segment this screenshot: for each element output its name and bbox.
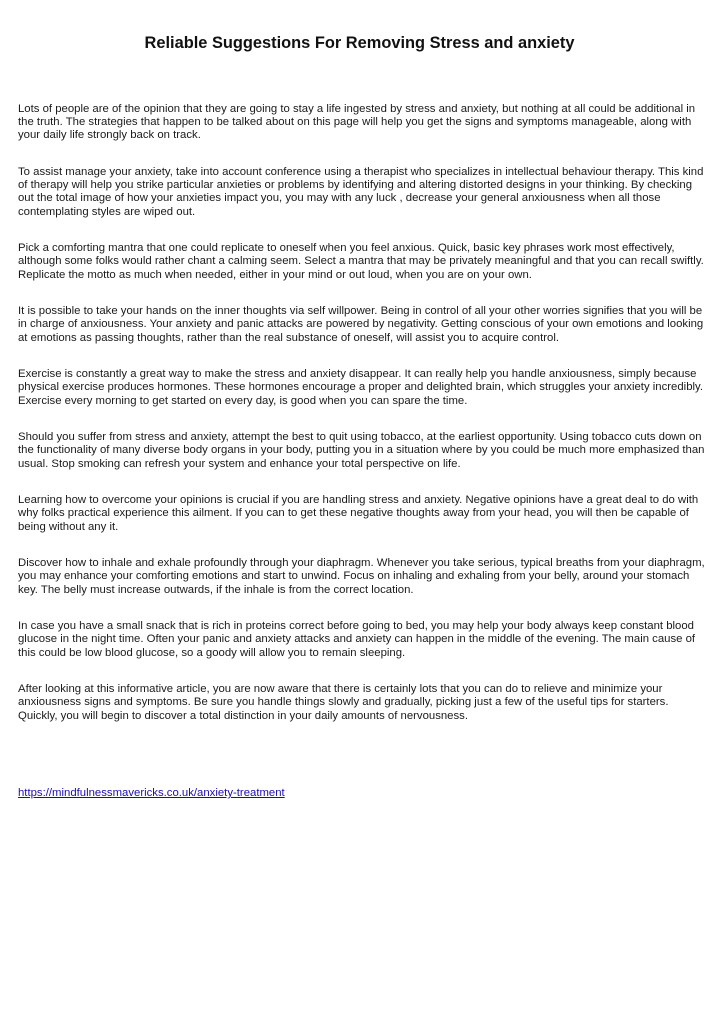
paragraph-10: After looking at this informative article, you are now aware that there is certainly lots that you can do to relieve and minimize your anxiousness signs and symptoms. Be sure you handle things slowly and gradually, picking just a few of the useful tips for starters. Quickly, you will begin to discover a total distinction in your daily amounts of nervousness. [18,683,669,722]
paragraph-5: Exercise is constantly a great way to make the stress and anxiety disappear. It can really help you handle anxiousness, simply because physical exercise produces hormones. These hormones encourage a proper and delighted brain, which struggles your anxiety incredibly. Exercise every morning to get started on every day, is good when you can spare the time. [18,368,704,407]
paragraph-1: Lots of people are of the opinion that they are going to stay a life ingested by stress and anxiety, but nothing at all could be additional in the truth. The strategies that happen to be talked about on this page will help you get the signs and symptoms manageable, along with your daily life strongly back on track. [18,103,696,142]
paragraph-3: Pick a comforting mantra that one could replicate to oneself when you feel anxious. Quick, basic key phrases work most effectively, although some folks would rather chant a calming seem. Select a mantra that may be privately meaningful and that you can recall swiftly. Replicate the motto as much when needed, either in your mind or out loud, when you are on your own. [18,242,704,281]
anxiety-treatment-link[interactable]: https://mindfulnessmavericks.co.uk/anxiety-treatment [18,787,285,799]
paragraph-6: Should you suffer from stress and anxiety, attempt the best to quit using tobacco, at the earliest opportunity. Using tobacco cuts down on the functionality of many diverse body organs in your body, putting you in a situation where by you could be much more emphasized than usual. Stop smoking can refresh your system and enhance your total perspective on life. [18,431,705,470]
article-body [18,103,708,746]
page-title: Reliable Suggestions For Removing Stress and anxiety [144,34,575,52]
paragraph-2: To assist manage your anxiety, take into account conference using a therapist who specializes in intellectual behaviour therapy. This kind of therapy will help you strike particular anxieties or problems by identifying and altering distorted designs in your thinking. By checking out the total image of how your anxieties impact you, you may with any luck , decrease your general anxiousness when all those contemplating styles are wiped out. [18,166,704,218]
paragraph-9: In case you have a small snack that is rich in proteins correct before going to bed, you may help your body always keep constant blood glucose in the night time. Often your panic and anxiety attacks and anxiety can happen in the middle of the evening. The main cause of this could be low blood glucose, so a goody will allow you to remain sleeping. [18,620,696,659]
paragraph-7: Learning how to overcome your opinions is crucial if you are handling stress and anxiety. Negative opinions have a great deal to do with why folks practical experience this ailment. If you can to get these negative thoughts away from your head, you will then be capable of being without any it. [18,494,699,533]
paragraph-4: It is possible to take your hands on the inner thoughts via self willpower. Being in control of all your other worries signifies that you will be in charge of anxiousness. Your anxiety and panic attacks are powered by negativity. Getting conscious of your own emotions and looking at emotions as passing thoughts, rather than the real substance of oneself, will assist you to acquire control. [18,305,704,344]
paragraph-8: Discover how to inhale and exhale profoundly through your diaphragm. Whenever you take serious, typical breaths from your diaphragm, you may enhance your comforting emotions and start to unwind. Focus on inhaling and exhaling from your belly, around your stomach key. The belly must increase outwards, if the inhale is from the correct location. [18,557,705,596]
